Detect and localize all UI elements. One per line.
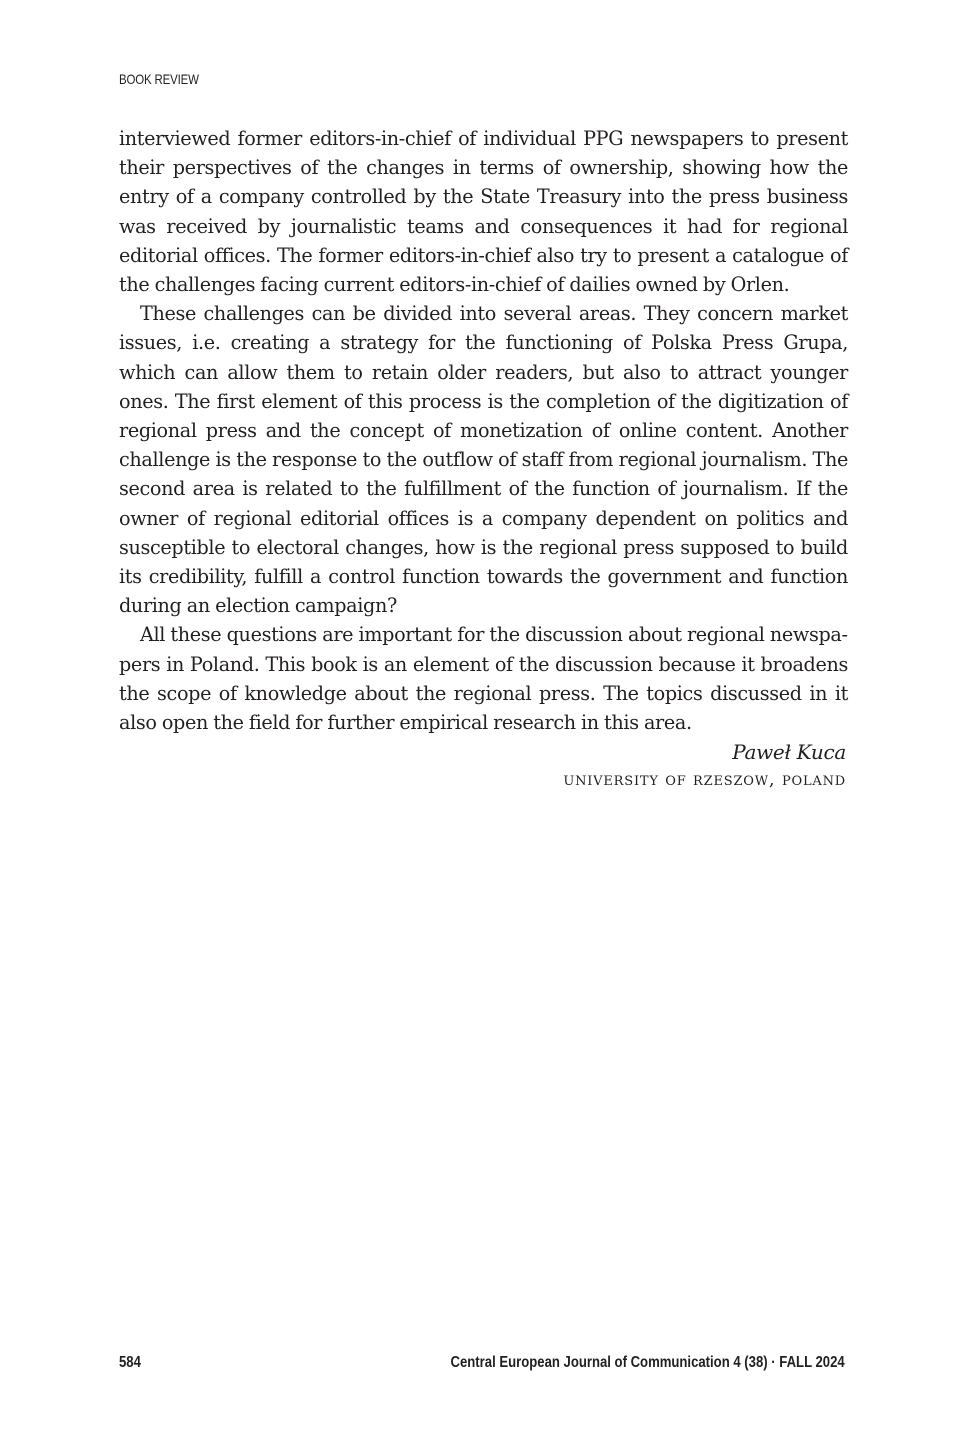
review-signature	[563, 737, 846, 793]
journal-footer: Central European Journal of Communication 4 (38) · FALL 2024	[450, 1354, 845, 1371]
page-number: 584	[119, 1354, 141, 1371]
author-affiliation: university of rzeszow, poland	[563, 769, 846, 790]
paragraph-3: All these questions are important for the discussion about regional newspapers in Poland. This book is an element of the discussion because it broadens the scope of knowledge about the regional press. The topics discussed in it also open the field for further empirical research in this area.	[119, 623, 848, 735]
paragraph-2: These challenges can be divided into several areas. They concern market issues, i.e. creating a strategy for the functioning of Polska Press Grupa, which can allow them to retain older readers, but also to attract younger ones. The first element of this process is the completion of the digitization of regional press and the concept of monetization of online content. Another challenge is the response to the outflow of staff from regional journalism. The second area is related to the fulfillment of the function of journalism. If the owner of regional editorial offices is a company dependent on politics and susceptible to electoral changes, how is the regional press supposed to build its credibility, fulfill a control function towards the government and function during an election campaign?	[119, 302, 848, 618]
author-name: Paweł Kuca	[732, 740, 846, 764]
running-head: BOOK REVIEW	[119, 71, 199, 87]
paragraph-1: interviewed former editors-in-chief of individual PPG newspapers to present their perspectives of the changes in terms of ownership, showing how the entry of a company controlled by the State Treasury into the press business was received by journalistic teams and consequences it had for regional editorial offices. The former editors-in-chief also try to present a catalogue of the challenges facing current editors-in-chief of dailies owned by Orlen.	[119, 127, 848, 297]
review-body	[119, 124, 848, 737]
